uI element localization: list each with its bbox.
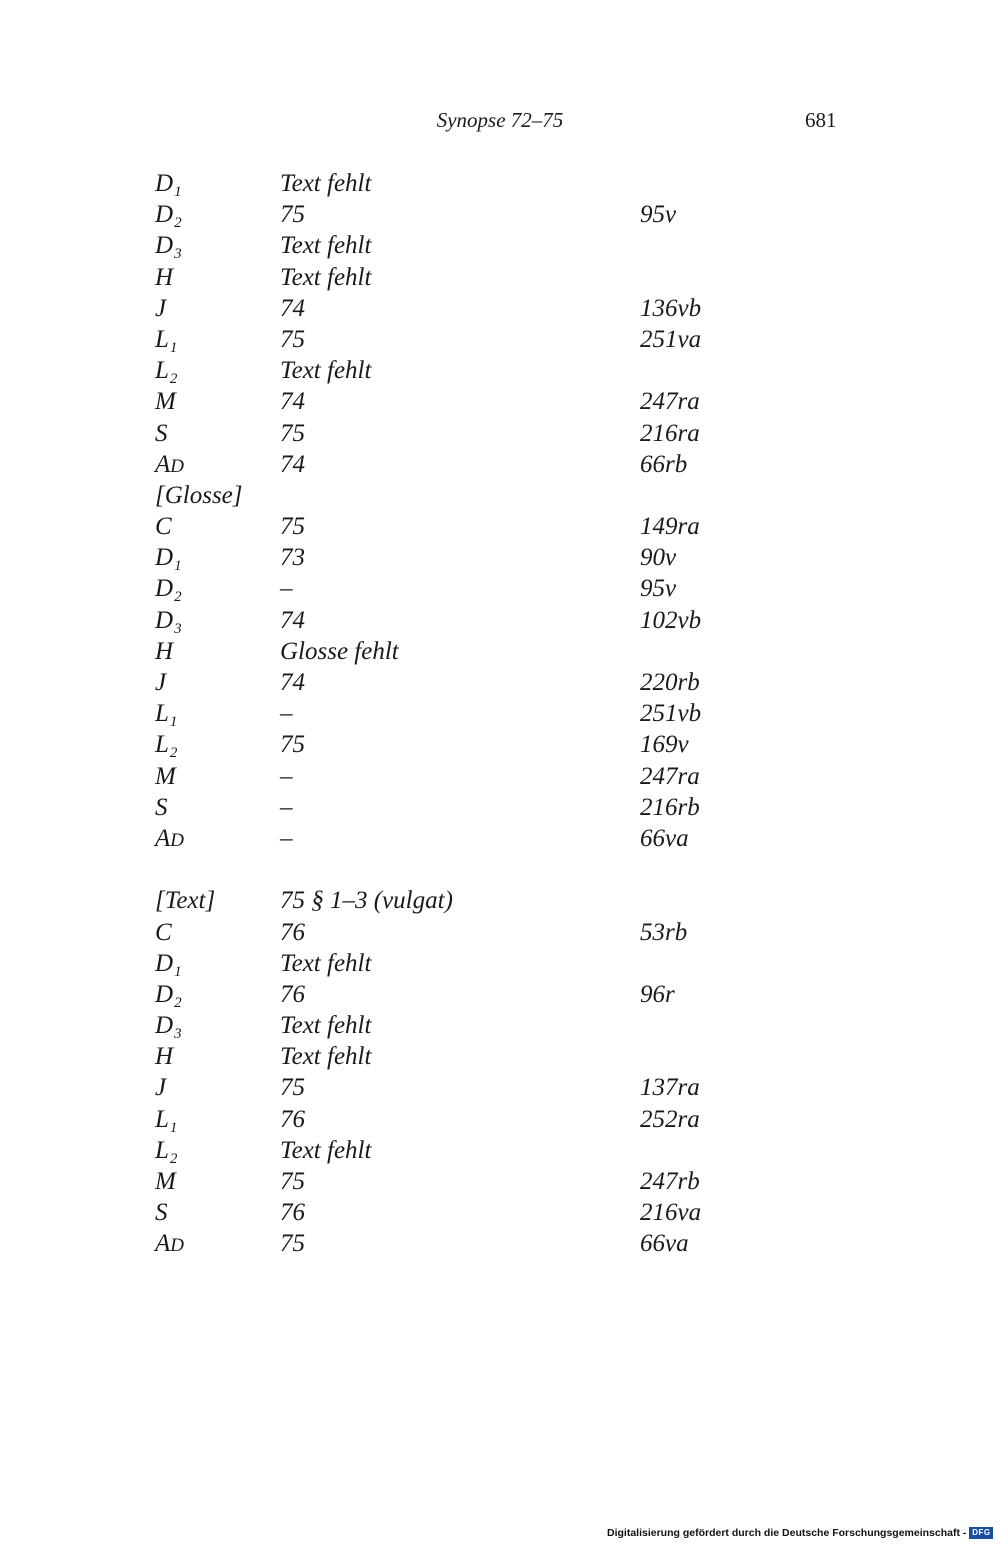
siglum-subscript: 2 — [174, 994, 182, 1011]
chapter-reference: Text fehlt — [280, 357, 372, 385]
digitization-credit — [607, 1525, 993, 1541]
folio-reference: 252ra — [640, 1105, 700, 1133]
folio-reference: 53rb — [640, 918, 688, 946]
siglum-letter: C — [155, 918, 172, 946]
siglum-letter: D — [155, 170, 174, 197]
siglum-letter: D — [155, 544, 174, 572]
synopsis-row — [155, 511, 795, 542]
chapter-reference: 75 — [280, 419, 305, 447]
folio-reference: 247rb — [640, 1168, 700, 1195]
synopsis-row — [155, 168, 795, 199]
siglum-letter: M — [155, 1168, 176, 1195]
chapter-reference: Text fehlt — [280, 1136, 372, 1164]
folio-reference: 95v — [640, 201, 677, 229]
chapter-reference: 75 — [280, 731, 305, 759]
siglum-subscript: 1 — [174, 184, 182, 200]
chapter-reference: 74 — [280, 294, 305, 322]
siglum-letter: [Text] — [155, 887, 216, 915]
page-number: 681 — [805, 108, 837, 132]
manuscript-siglum — [155, 449, 184, 482]
folio-reference: 66va — [640, 1230, 689, 1258]
siglum-letter: S — [155, 1199, 168, 1227]
siglum-letter: D — [155, 201, 174, 229]
siglum-letter: D — [155, 949, 174, 977]
siglum-letter: L — [155, 731, 169, 759]
manuscript-siglum — [155, 917, 172, 948]
chapter-reference: 76 — [280, 918, 305, 946]
folio-reference: 66va — [640, 824, 689, 852]
siglum-subscript: 1 — [174, 963, 182, 980]
folio-reference: 90v — [640, 544, 677, 572]
chapter-reference: 75 — [280, 1168, 305, 1195]
siglum-letter: M — [155, 762, 176, 790]
siglum-smallcap: D — [170, 1235, 185, 1257]
siglum-subscript: 3 — [174, 1026, 182, 1043]
credit-text: Digitalisierung gefördert durch die Deutsche Forschungsgemeinschaft - — [607, 1527, 967, 1539]
synopsis-row — [155, 667, 795, 698]
synopsis-row — [155, 917, 795, 948]
manuscript-siglum — [155, 511, 172, 542]
manuscript-siglum — [155, 1228, 184, 1261]
synopsis-row — [155, 262, 795, 293]
folio-reference: 216ra — [640, 419, 700, 447]
chapter-reference: 76 — [280, 1199, 305, 1227]
synopsis-row — [155, 1166, 795, 1197]
siglum-letter: L — [155, 325, 169, 353]
chapter-reference: – — [280, 762, 293, 790]
chapter-reference: 74 — [280, 606, 305, 634]
siglum-letter: L — [155, 1136, 169, 1164]
chapter-reference: 75 — [280, 1074, 305, 1102]
siglum-letter: D — [155, 980, 174, 1008]
synopsis-row — [155, 1010, 795, 1041]
manuscript-siglum — [155, 823, 184, 856]
siglum-subscript: 2 — [174, 215, 182, 232]
siglum-letter: A — [155, 824, 171, 852]
synopsis-row — [155, 948, 795, 979]
folio-reference: 247ra — [640, 388, 700, 416]
running-head — [0, 106, 1000, 138]
chapter-reference: Glosse fehlt — [280, 637, 399, 665]
synopsis-row — [155, 573, 795, 604]
siglum-letter: S — [155, 419, 168, 447]
manuscript-siglum — [155, 418, 168, 449]
siglum-letter: J — [155, 1074, 167, 1102]
folio-reference: 136vb — [640, 294, 702, 322]
synopsis-table — [155, 168, 795, 1260]
siglum-letter: L — [155, 357, 169, 385]
synopsis-row — [155, 1228, 795, 1259]
synopsis-row — [155, 293, 795, 324]
manuscript-siglum — [155, 1041, 173, 1072]
chapter-reference: 74 — [280, 388, 305, 416]
manuscript-siglum — [155, 1166, 176, 1197]
folio-reference: 149ra — [640, 513, 700, 541]
siglum-letter: M — [155, 388, 176, 416]
manuscript-siglum — [155, 792, 168, 823]
folio-reference: 251va — [640, 325, 702, 353]
siglum-letter: [Glosse] — [155, 481, 243, 509]
siglum-letter: D — [155, 575, 174, 603]
section-gap — [155, 854, 795, 885]
siglum-subscript: 1 — [169, 339, 178, 356]
synopsis-row — [155, 355, 795, 386]
chapter-reference: Text fehlt — [280, 1043, 372, 1071]
chapter-reference: – — [280, 793, 293, 821]
synopsis-row — [155, 979, 795, 1010]
synopsis-row — [155, 324, 795, 355]
chapter-reference: 75 — [280, 201, 305, 229]
siglum-subscript: 1 — [169, 1119, 178, 1136]
synopsis-row — [155, 449, 795, 480]
chapter-reference: 74 — [280, 450, 305, 478]
manuscript-siglum — [155, 636, 173, 667]
folio-reference: 216rb — [640, 793, 700, 821]
folio-reference: 66rb — [640, 450, 688, 478]
synopsis-row — [155, 1135, 795, 1166]
siglum-subscript: 3 — [174, 246, 182, 263]
siglum-letter: J — [155, 669, 167, 696]
siglum-letter: H — [155, 263, 174, 291]
chapter-reference: 75 — [280, 513, 305, 541]
manuscript-siglum — [155, 1072, 166, 1103]
chapter-reference: 76 — [280, 1105, 305, 1133]
synopsis-row — [155, 823, 795, 854]
siglum-subscript: 2 — [169, 1150, 178, 1167]
siglum-letter: C — [155, 513, 172, 541]
chapter-reference: Text fehlt — [280, 949, 372, 977]
synopsis-row — [155, 1104, 795, 1135]
folio-reference: 95v — [640, 575, 677, 603]
chapter-reference: – — [280, 700, 293, 728]
synopsis-row — [155, 480, 795, 511]
folio-reference: 251vb — [640, 700, 702, 728]
siglum-smallcap: D — [170, 829, 185, 851]
siglum-letter: D — [155, 606, 174, 634]
folio-reference: 169v — [640, 731, 689, 759]
folio-reference: 137ra — [640, 1074, 700, 1102]
synopsis-row — [155, 542, 795, 573]
manuscript-siglum — [155, 667, 166, 698]
synopsis-row — [155, 605, 795, 636]
chapter-reference: Text fehlt — [280, 263, 372, 291]
synopsis-row — [155, 636, 795, 667]
siglum-subscript: 3 — [174, 620, 182, 637]
chapter-reference: Text fehlt — [280, 1012, 372, 1040]
chapter-reference: Text fehlt — [280, 232, 372, 260]
manuscript-siglum — [155, 1197, 168, 1228]
chapter-reference: 75 — [280, 1230, 305, 1258]
synopsis-row — [155, 1072, 795, 1103]
synopsis-row — [155, 199, 795, 230]
synopsis-row — [155, 761, 795, 792]
siglum-letter: L — [155, 700, 169, 728]
folio-reference: 216va — [640, 1199, 702, 1227]
manuscript-siglum — [155, 293, 166, 324]
folio-reference: 102vb — [640, 606, 702, 634]
siglum-letter: H — [155, 637, 174, 665]
synopsis-row — [155, 386, 795, 417]
synopsis-row — [155, 230, 795, 261]
chapter-reference: Text fehlt — [280, 170, 372, 197]
synopsis-row — [155, 418, 795, 449]
siglum-letter: D — [155, 232, 174, 260]
chapter-reference: 74 — [280, 669, 305, 696]
chapter-reference: – — [280, 824, 293, 852]
siglum-subscript: 2 — [169, 745, 178, 762]
folio-reference: 96r — [640, 980, 675, 1008]
manuscript-siglum — [155, 262, 173, 293]
chapter-reference: 75 — [280, 325, 305, 353]
manuscript-siglum — [155, 386, 176, 417]
folio-reference: 247ra — [640, 762, 700, 790]
synopsis-row — [155, 792, 795, 823]
manuscript-siglum — [155, 480, 243, 511]
manuscript-siglum — [155, 885, 215, 916]
synopsis-row — [155, 885, 795, 916]
chapter-reference: 76 — [280, 980, 305, 1008]
siglum-letter: L — [155, 1105, 169, 1133]
chapter-reference: – — [280, 575, 293, 603]
siglum-letter: D — [155, 1012, 174, 1040]
siglum-letter: J — [155, 294, 167, 322]
siglum-letter: H — [155, 1043, 174, 1071]
siglum-subscript: 1 — [169, 714, 178, 731]
chapter-reference: 73 — [280, 544, 305, 572]
dfg-logo: DFG — [969, 1527, 993, 1539]
synopsis-row — [155, 1041, 795, 1072]
siglum-letter: A — [155, 450, 171, 478]
running-title: Synopse 72–75 — [436, 108, 564, 132]
synopsis-row — [155, 729, 795, 760]
manuscript-siglum — [155, 761, 176, 792]
folio-reference: 220rb — [640, 669, 700, 696]
synopsis-row — [155, 1197, 795, 1228]
siglum-smallcap: D — [170, 455, 185, 477]
siglum-subscript: 2 — [174, 589, 182, 606]
chapter-reference: 75 § 1–3 (vulgat) — [280, 887, 453, 915]
siglum-letter: S — [155, 793, 168, 821]
siglum-subscript: 2 — [169, 371, 178, 388]
synopsis-row — [155, 698, 795, 729]
siglum-letter: A — [155, 1230, 171, 1258]
siglum-subscript: 1 — [174, 558, 182, 575]
